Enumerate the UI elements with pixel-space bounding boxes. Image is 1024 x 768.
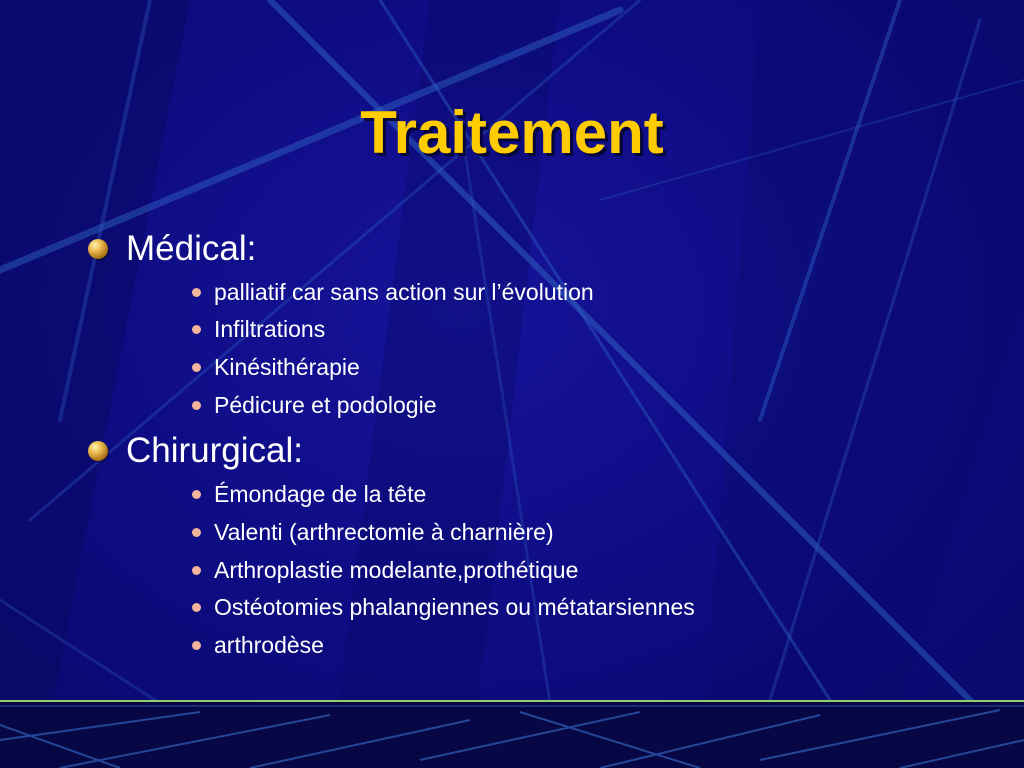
bullet-level2 — [192, 314, 325, 344]
bullet-text: Kinésithérapie — [214, 353, 360, 380]
bullet-text: Ostéotomies phalangiennes ou métatarsiennes — [214, 593, 695, 620]
bullet-dot-icon — [192, 566, 201, 575]
bullet-text: Infiltrations — [214, 315, 326, 342]
section-heading: Chirurgical: — [126, 431, 303, 470]
bullet-dot-icon — [192, 288, 201, 297]
bullet-text: Pédicure et podologie — [214, 391, 437, 418]
bullet-ball-icon — [88, 441, 108, 461]
bullet-dot-icon — [192, 325, 201, 334]
bullet-text: Émondage de la tête — [214, 480, 427, 507]
bullet-level2 — [192, 277, 594, 307]
bullet-text: arthrodèse — [214, 631, 324, 658]
bullet-text: Arthroplastie modelante,prothétique — [214, 556, 579, 583]
bullet-level2 — [192, 630, 324, 660]
bullet-dot-icon — [192, 363, 201, 372]
bullet-level2 — [192, 592, 695, 622]
bullet-ball-icon — [88, 239, 108, 259]
bullet-dot-icon — [192, 490, 201, 499]
section-heading: Médical: — [126, 229, 257, 268]
bullet-level2 — [192, 479, 426, 509]
bullet-dot-icon — [192, 641, 201, 650]
bullet-dot-icon — [192, 401, 201, 410]
bullet-dot-icon — [192, 603, 201, 612]
bullet-text: palliatif car sans action sur l’évolution — [214, 278, 594, 305]
bullet-level2 — [192, 517, 554, 547]
bullet-level2 — [192, 390, 437, 420]
bullet-dot-icon — [192, 528, 201, 537]
bullet-level2 — [192, 352, 360, 382]
bullet-level1-medical — [88, 227, 256, 271]
bullet-level2 — [192, 555, 578, 585]
bullet-text: Valenti (arthrectomie à charnière) — [214, 518, 554, 545]
bullet-level1-chirurgical — [88, 429, 303, 473]
slide-title: Traitement — [360, 99, 664, 166]
